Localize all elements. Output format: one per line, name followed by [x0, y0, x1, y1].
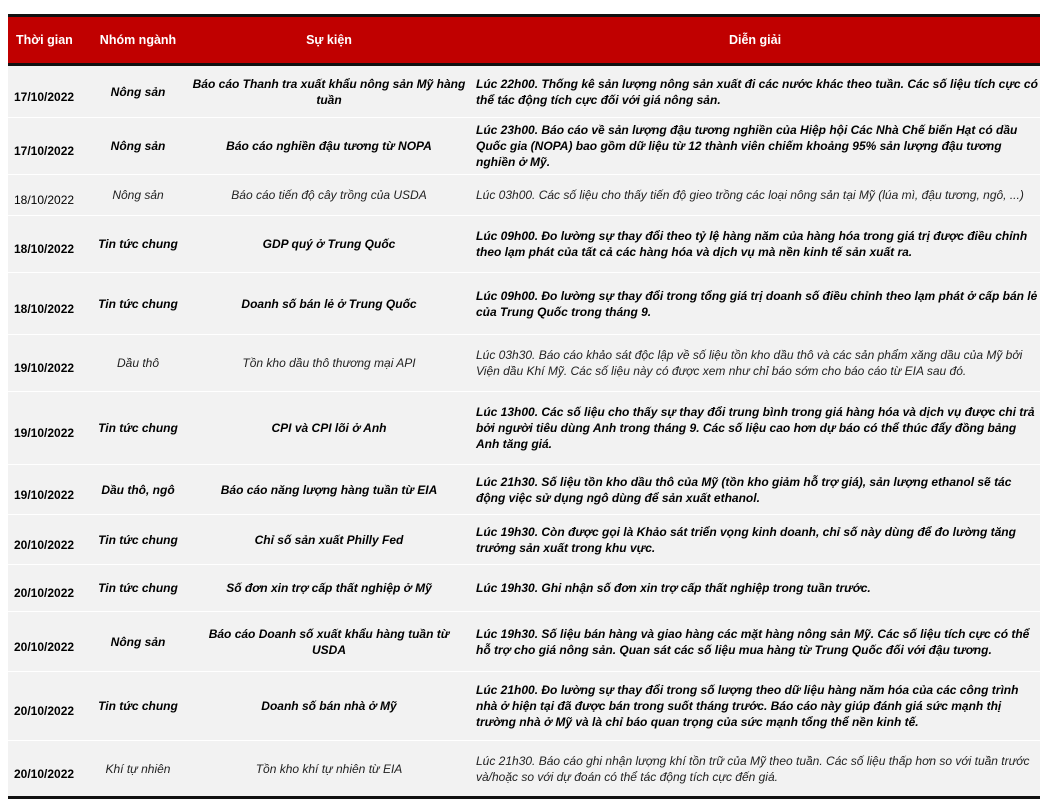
- cell-description: Lúc 21h30. Báo cáo ghi nhận lượng khí tồn trữ của Mỹ theo tuần. Các số liệu thấp hơn so với tuần trước và/hoặc so với dự đoán có thể tác động tích cực đến giá.: [470, 741, 1040, 798]
- cell-date: 19/10/2022: [8, 465, 88, 515]
- cell-description: Lúc 21h30. Số liệu tồn kho dầu thô của Mỹ (tồn kho giảm hỗ trợ giá), sản lượng ethanol sẽ tác động việc sử dụng ngô dùng để sản xuất ethanol.: [470, 465, 1040, 515]
- cell-date: 20/10/2022: [8, 565, 88, 612]
- cell-group: Tin tức chung: [88, 216, 188, 273]
- cell-group: Nông sản: [88, 118, 188, 175]
- table-row: [8, 465, 1040, 515]
- cell-group: Dầu thô, ngô: [88, 465, 188, 515]
- cell-event: Tồn kho dầu thô thương mại API: [188, 335, 470, 392]
- table-row: [8, 672, 1040, 741]
- cell-date: 19/10/2022: [8, 335, 88, 392]
- table-row: [8, 741, 1040, 798]
- cell-group: Tin tức chung: [88, 672, 188, 741]
- economic-calendar-table: [8, 14, 1040, 799]
- cell-group: Tin tức chung: [88, 273, 188, 335]
- cell-date: 17/10/2022: [8, 65, 88, 118]
- cell-date: 18/10/2022: [8, 216, 88, 273]
- cell-event: Doanh số bán nhà ở Mỹ: [188, 672, 470, 741]
- table-row: [8, 273, 1040, 335]
- table-body: [8, 65, 1040, 798]
- cell-event: Báo cáo tiến độ cây trồng của USDA: [188, 175, 470, 216]
- cell-group: Tin tức chung: [88, 392, 188, 465]
- cell-event: Báo cáo Thanh tra xuất khẩu nông sản Mỹ hàng tuần: [188, 65, 470, 118]
- cell-event: CPI và CPI lõi ở Anh: [188, 392, 470, 465]
- cell-description: Lúc 03h30. Báo cáo khảo sát độc lập về số liệu tồn kho dầu thô và các sản phẩm xăng dầu của Mỹ bởi Viện dầu Khí Mỹ. Các số liệu này có được xem như chỉ báo sớm cho báo cáo từ EIA sau đó.: [470, 335, 1040, 392]
- cell-date: 20/10/2022: [8, 515, 88, 565]
- calendar-table-container: [8, 14, 1040, 799]
- cell-group: Nông sản: [88, 175, 188, 216]
- cell-event: Doanh số bán lẻ ở Trung Quốc: [188, 273, 470, 335]
- cell-group: Nông sản: [88, 65, 188, 118]
- cell-description: Lúc 19h30. Ghi nhận số đơn xin trợ cấp thất nghiệp trong tuần trước.: [470, 565, 1040, 612]
- cell-event: Báo cáo năng lượng hàng tuần từ EIA: [188, 465, 470, 515]
- cell-description: Lúc 09h00. Đo lường sự thay đổi theo tỷ lệ hàng năm của hàng hóa trong giá trị được điều chỉnh theo lạm phát của tất cả các hàng hóa và dịch vụ mà nền kinh tế sản xuất ra.: [470, 216, 1040, 273]
- cell-description: Lúc 19h30. Còn được gọi là Khảo sát triển vọng kinh doanh, chỉ số này dùng để đo lường tăng trưởng sản xuất trong khu vực.: [470, 515, 1040, 565]
- table-row: [8, 612, 1040, 672]
- cell-date: 18/10/2022: [8, 175, 88, 216]
- table-header-row: [8, 16, 1040, 65]
- cell-event: Báo cáo Doanh số xuất khẩu hàng tuần từ USDA: [188, 612, 470, 672]
- cell-description: Lúc 13h00. Các số liệu cho thấy sự thay đổi trung bình trong giá hàng hóa và dịch vụ được chi trả bởi người tiêu dùng Anh trong tháng 9. Các số liệu cao hơn dự báo có thể thúc đẩy đồng bảng Anh tăng giá.: [470, 392, 1040, 465]
- header-time: Thời gian: [8, 16, 88, 65]
- cell-description: Lúc 23h00. Báo cáo về sản lượng đậu tương nghiền của Hiệp hội Các Nhà Chế biến Hạt có dầu Quốc gia (NOPA) bao gồm dữ liệu từ 12 thành viên chiếm khoảng 95% sản lượng đậu tương nghiền ở Mỹ.: [470, 118, 1040, 175]
- cell-description: Lúc 21h00. Đo lường sự thay đổi trong số lượng theo dữ liệu hàng năm hóa của các công trình nhà ở hiện tại đã được bán trong suốt tháng trước. Báo cáo này giúp đánh giá sức mạnh thị trường nhà ở Mỹ và là chỉ báo quan trọng của sức mạnh tổng thể nền kinh tế.: [470, 672, 1040, 741]
- header-group: Nhóm ngành: [88, 16, 188, 65]
- cell-date: 20/10/2022: [8, 672, 88, 741]
- cell-event: Báo cáo nghiền đậu tương từ NOPA: [188, 118, 470, 175]
- cell-date: 20/10/2022: [8, 612, 88, 672]
- table-row: [8, 565, 1040, 612]
- cell-description: Lúc 09h00. Đo lường sự thay đổi trong tổng giá trị doanh số điều chỉnh theo lạm phát ở cấp bán lẻ của Trung Quốc trong tháng 9.: [470, 273, 1040, 335]
- cell-description: Lúc 22h00. Thống kê sản lượng nông sản xuất đi các nước khác theo tuần. Các số liệu tích cực có thể tác động tích cực đối với giá nông sản.: [470, 65, 1040, 118]
- table-row: [8, 65, 1040, 118]
- cell-event: Tồn kho khí tự nhiên từ EIA: [188, 741, 470, 798]
- table-row: [8, 335, 1040, 392]
- cell-event: Chỉ số sản xuất Philly Fed: [188, 515, 470, 565]
- cell-date: 19/10/2022: [8, 392, 88, 465]
- cell-date: 20/10/2022: [8, 741, 88, 798]
- table-row: [8, 216, 1040, 273]
- cell-event: GDP quý ở Trung Quốc: [188, 216, 470, 273]
- cell-date: 18/10/2022: [8, 273, 88, 335]
- cell-group: Tin tức chung: [88, 515, 188, 565]
- cell-event: Số đơn xin trợ cấp thất nghiệp ở Mỹ: [188, 565, 470, 612]
- table-row: [8, 392, 1040, 465]
- cell-description: Lúc 03h00. Các số liệu cho thấy tiến độ gieo trồng các loại nông sản tại Mỹ (lúa mì, đậu tương, ngô, ...): [470, 175, 1040, 216]
- cell-group: Dầu thô: [88, 335, 188, 392]
- cell-group: Tin tức chung: [88, 565, 188, 612]
- header-description: Diễn giải: [470, 16, 1040, 65]
- cell-group: Khí tự nhiên: [88, 741, 188, 798]
- cell-date: 17/10/2022: [8, 118, 88, 175]
- cell-description: Lúc 19h30. Số liệu bán hàng và giao hàng các mặt hàng nông sản Mỹ. Các số liệu tích cực có thể hỗ trợ cho giá nông sản. Quan sát các số liệu mua hàng từ Trung Quốc đối với đậu tương.: [470, 612, 1040, 672]
- cell-group: Nông sản: [88, 612, 188, 672]
- table-row: [8, 515, 1040, 565]
- table-row: [8, 175, 1040, 216]
- header-event: Sự kiện: [188, 16, 470, 65]
- table-row: [8, 118, 1040, 175]
